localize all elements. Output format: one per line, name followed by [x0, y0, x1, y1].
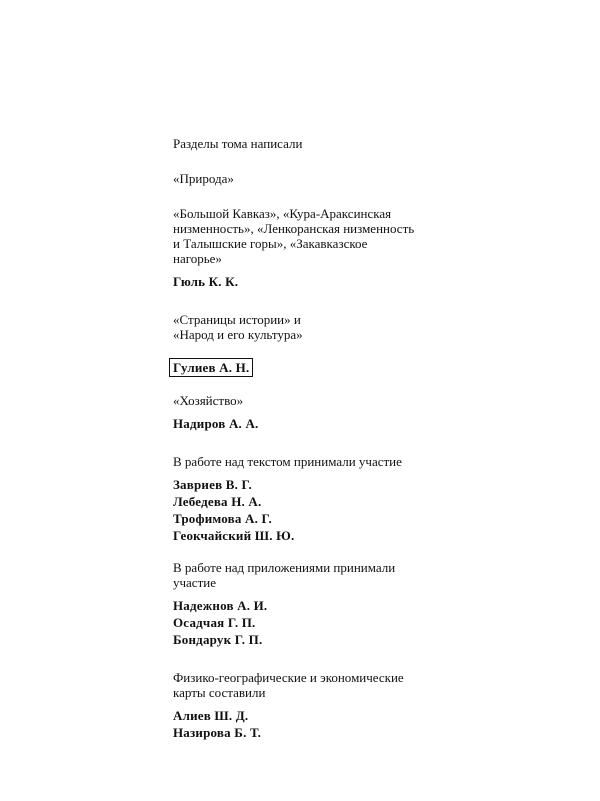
author-name: Трофимова А. Г. — [173, 511, 272, 526]
boxed-author-name: Гулиев А. Н. — [169, 358, 253, 377]
section-title-line: «Большой Кавказ», «Кура-Араксинская — [173, 206, 392, 221]
section-appendix-contributors — [173, 560, 473, 648]
section-title-line: В работе над текстом принимали участие — [173, 454, 402, 469]
author-name: Назирова Б. Т. — [173, 725, 262, 740]
author-list — [173, 707, 473, 741]
section-title-line: Физико-географические и экономические — [173, 670, 404, 685]
section-title-line: карты составили — [173, 685, 266, 700]
section-title-line: В работе над приложениями принимали — [173, 560, 396, 575]
author-list — [173, 476, 473, 544]
author-list — [173, 597, 473, 648]
author-name — [173, 358, 473, 377]
section-text-contributors — [173, 454, 473, 544]
section-title-line: «Народ и его культура» — [173, 327, 303, 342]
section-title-line: нагорье» — [173, 251, 222, 266]
section-title-line: низменность», «Ленкоранская низменность — [173, 221, 415, 236]
section-title-line: «Хозяйство» — [173, 393, 244, 408]
credits-column — [173, 136, 473, 741]
author-name: Осадчая Г. П. — [173, 615, 256, 630]
section-title-line: «Страницы истории» и — [173, 312, 301, 327]
author-name: Алиев Ш. Д. — [173, 708, 249, 723]
section-maps — [173, 670, 473, 741]
author-name: Надиров А. А. — [173, 416, 259, 431]
author-name: Надежнов А. И. — [173, 598, 268, 613]
section-title-line: и Талышские горы», «Закавказское — [173, 236, 368, 251]
section-regions — [173, 206, 473, 290]
author-name: Гюль К. К. — [173, 274, 239, 289]
section-title-nature: «Природа» — [173, 171, 234, 186]
author-name: Бондарук Г. П. — [173, 632, 263, 647]
heading: Разделы тома написали — [173, 136, 303, 151]
author-name: Лебедева Н. А. — [173, 494, 262, 509]
section-history — [173, 312, 473, 377]
author-name: Геокчайский Ш. Ю. — [173, 528, 295, 543]
section-title-line: участие — [173, 575, 216, 590]
section-economy — [173, 393, 473, 432]
author-name: Завриев В. Г. — [173, 477, 252, 492]
